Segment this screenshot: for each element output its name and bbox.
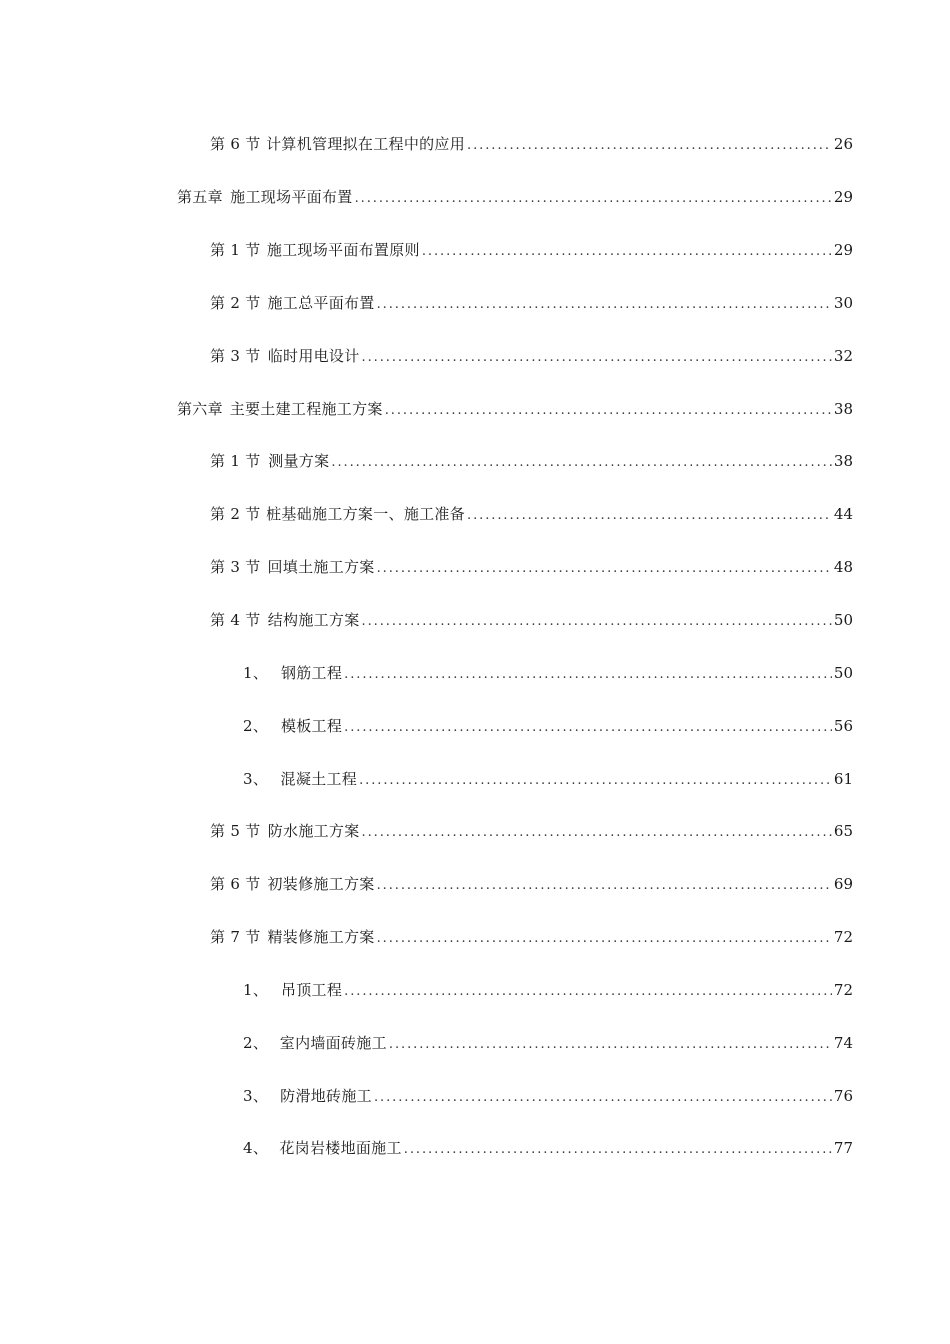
toc-entry[interactable] bbox=[0, 1016, 950, 1069]
toc-entry-prefix: 第 1 节 bbox=[210, 452, 261, 471]
toc-entry[interactable] bbox=[0, 224, 950, 277]
toc-entry[interactable] bbox=[0, 805, 950, 858]
toc-entry-title: 防滑地砖施工 bbox=[280, 1086, 372, 1105]
toc-entry-prefix: 第 2 节 bbox=[210, 293, 261, 312]
toc-entry[interactable] bbox=[0, 858, 950, 911]
dot-leader bbox=[359, 771, 832, 791]
toc-entry[interactable] bbox=[0, 1069, 950, 1122]
toc-entry-page-number: 76 bbox=[833, 1086, 853, 1105]
toc-entry-prefix: 第 6 节 bbox=[210, 875, 261, 894]
dot-leader bbox=[377, 559, 832, 579]
toc-entry-page-number: 61 bbox=[833, 769, 853, 788]
dot-leader bbox=[344, 665, 832, 685]
toc-entry-page-number: 26 bbox=[833, 135, 853, 154]
toc-entry-prefix: 2、 bbox=[243, 1033, 269, 1052]
toc-entry-page-number: 29 bbox=[833, 241, 853, 260]
toc-entry-prefix: 第 5 节 bbox=[210, 822, 261, 841]
dot-leader bbox=[331, 453, 832, 473]
toc-entry-page-number: 77 bbox=[833, 1139, 853, 1158]
toc-entry-title: 回填土施工方案 bbox=[267, 558, 375, 577]
toc-entry-title: 防水施工方案 bbox=[267, 822, 360, 841]
toc-entry-title: 钢筋工程 bbox=[280, 663, 343, 682]
toc-entry-title: 临时用电设计 bbox=[267, 346, 360, 365]
toc-entry-title: 室内墙面砖施工 bbox=[279, 1033, 387, 1052]
toc-entry-title: 结构施工方案 bbox=[267, 611, 360, 630]
dot-leader bbox=[344, 982, 832, 1002]
dot-leader bbox=[377, 295, 832, 315]
toc-entry-prefix: 2、 bbox=[243, 716, 269, 735]
dot-leader bbox=[344, 718, 832, 738]
dot-leader bbox=[377, 929, 832, 949]
toc-entry-title: 施工现场平面布置原则 bbox=[266, 241, 420, 260]
toc-entry-page-number: 32 bbox=[833, 346, 853, 365]
toc-entry-title: 计算机管理拟在工程中的应用 bbox=[266, 135, 466, 154]
toc-entry[interactable] bbox=[0, 646, 950, 699]
toc-entry-prefix: 4、 bbox=[243, 1139, 269, 1158]
toc-entry-page-number: 72 bbox=[833, 928, 853, 947]
toc-entry-prefix: 第 7 节 bbox=[210, 928, 261, 947]
toc-entry-title: 模板工程 bbox=[280, 716, 343, 735]
toc-entry-title: 混凝土工程 bbox=[280, 769, 358, 788]
toc-entry-prefix: 第 3 节 bbox=[210, 346, 261, 365]
toc-entry-page-number: 38 bbox=[833, 399, 853, 418]
toc-entry-page-number: 50 bbox=[833, 611, 853, 630]
dot-leader bbox=[377, 876, 832, 896]
toc-entry-prefix: 3、 bbox=[243, 769, 269, 788]
dot-leader bbox=[467, 136, 832, 156]
toc-entry-title: 施工现场平面布置 bbox=[230, 188, 353, 207]
toc-entry-prefix: 第 3 节 bbox=[210, 558, 261, 577]
toc-entry-prefix: 3、 bbox=[243, 1086, 269, 1105]
toc-entry[interactable] bbox=[0, 118, 950, 171]
toc-entry-page-number: 48 bbox=[833, 558, 853, 577]
toc-entry-page-number: 56 bbox=[833, 716, 853, 735]
toc-entry[interactable] bbox=[0, 699, 950, 752]
toc-entry-prefix: 第 4 节 bbox=[210, 611, 261, 630]
toc-entry-prefix: 第 6 节 bbox=[210, 135, 261, 154]
dot-leader bbox=[467, 506, 832, 526]
toc-entry-page-number: 30 bbox=[833, 293, 853, 312]
toc-entry-page-number: 44 bbox=[833, 505, 853, 524]
toc-entry[interactable] bbox=[0, 911, 950, 964]
toc-entry-prefix: 第 1 节 bbox=[210, 241, 261, 260]
toc-entry-title: 测量方案 bbox=[268, 452, 330, 471]
toc-entry-page-number: 72 bbox=[833, 980, 853, 999]
toc-entry[interactable] bbox=[0, 541, 950, 594]
toc-entry[interactable] bbox=[0, 964, 950, 1017]
toc-entry-page-number: 74 bbox=[833, 1033, 853, 1052]
table-of-contents bbox=[0, 118, 950, 1175]
toc-entry[interactable] bbox=[0, 594, 950, 647]
toc-entry-page-number: 65 bbox=[833, 822, 853, 841]
dot-leader bbox=[422, 242, 832, 262]
toc-entry-title: 花岗岩楼地面施工 bbox=[279, 1139, 402, 1158]
toc-entry-title: 精装修施工方案 bbox=[267, 928, 375, 947]
toc-entry-prefix: 第六章 bbox=[177, 399, 223, 418]
toc-entry-prefix: 1、 bbox=[243, 980, 269, 999]
toc-entry[interactable] bbox=[0, 382, 950, 435]
toc-entry[interactable] bbox=[0, 752, 950, 805]
dot-leader bbox=[374, 1088, 832, 1108]
dot-leader bbox=[389, 1035, 832, 1055]
toc-entry[interactable] bbox=[0, 277, 950, 330]
toc-entry[interactable] bbox=[0, 329, 950, 382]
toc-entry[interactable] bbox=[0, 1122, 950, 1175]
toc-entry-title: 初装修施工方案 bbox=[267, 875, 375, 894]
toc-entry-page-number: 69 bbox=[833, 875, 853, 894]
dot-leader bbox=[362, 823, 832, 843]
dot-leader bbox=[355, 189, 832, 209]
dot-leader bbox=[404, 1140, 832, 1160]
toc-entry-title: 施工总平面布置 bbox=[267, 293, 375, 312]
toc-entry[interactable] bbox=[0, 435, 950, 488]
toc-entry-page-number: 38 bbox=[833, 452, 853, 471]
toc-entry-prefix: 1、 bbox=[243, 663, 269, 682]
toc-entry[interactable] bbox=[0, 488, 950, 541]
toc-entry-prefix: 第 2 节 bbox=[210, 505, 261, 524]
dot-leader bbox=[362, 348, 832, 368]
toc-entry-page-number: 29 bbox=[833, 188, 853, 207]
dot-leader bbox=[362, 612, 832, 632]
toc-entry-title: 吊顶工程 bbox=[280, 980, 343, 999]
dot-leader bbox=[385, 401, 832, 421]
toc-entry[interactable] bbox=[0, 171, 950, 224]
toc-entry-prefix: 第五章 bbox=[177, 188, 223, 207]
toc-entry-page-number: 50 bbox=[833, 663, 853, 682]
toc-entry-title: 主要土建工程施工方案 bbox=[229, 399, 383, 418]
toc-entry-title: 桩基础施工方案一、施工准备 bbox=[266, 505, 466, 524]
